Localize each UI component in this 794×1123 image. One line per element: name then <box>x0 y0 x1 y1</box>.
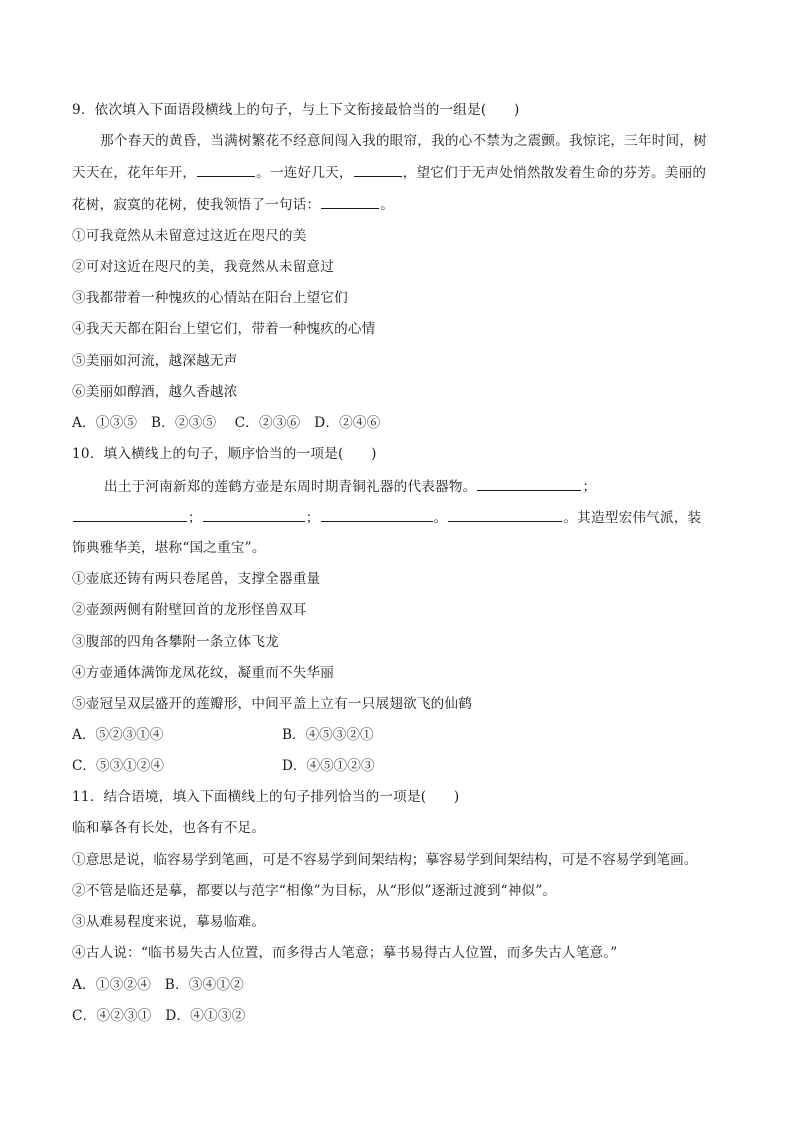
q10-text: 。其造型宏伟气派，装 <box>563 510 702 526</box>
q11-answer-options-ab: A．①③②④ B．③④①② <box>72 977 244 993</box>
q9-item: ④我天天都在阳台上望它们，带着一种愧疚的心情 <box>72 321 376 337</box>
q10-stem: 10．填入横线上的句子，顺序恰当的一项是( ) <box>72 446 377 462</box>
q9-item: ⑥美丽如醇酒，越久香越浓 <box>72 384 238 400</box>
q9-blank-1 <box>197 162 255 177</box>
q10-paragraph-line-3: 饰典雅华美，堪称“国之重宝”。 <box>72 540 266 556</box>
q10-text: ； <box>188 510 202 526</box>
q10-option-c: C．⑤③①②④ <box>72 758 164 774</box>
q9-paragraph-line-1: 那个春天的黄昏，当满树繁花不经意间闯入我的眼帘，我的心不禁为之震颤。我惊诧，三年时间，树 <box>100 133 707 149</box>
q10-paragraph-line-1 <box>104 476 724 497</box>
q10-blank-1 <box>477 476 581 491</box>
q10-text: ； <box>582 479 597 495</box>
q9-text: 天天在，花年年开， <box>72 165 197 181</box>
q9-text: 。一连好几天， <box>256 165 353 181</box>
q11-item: ②不管是临还是摹，都要以与范字“相像”为目标，从“形似”逐渐过渡到“神似”。 <box>72 883 557 899</box>
q10-option-a: A．⑤②③①④ <box>72 727 164 743</box>
q10-item: ③腹部的四角各攀附一条立体飞龙 <box>72 634 279 650</box>
q10-text: 。 <box>433 510 448 526</box>
q10-paragraph-line-2 <box>72 507 724 528</box>
q10-option-b: B．④⑤③②① <box>282 727 374 743</box>
q10-item: ⑤壶冠呈双层盛开的莲瓣形，中间平盖上立有一只展翅欲飞的仙鹤 <box>72 696 473 712</box>
q9-stem: 9．依次填入下面语段横线上的句子，与上下文衔接最恰当的一组是( ) <box>72 102 520 118</box>
q9-item: ②可对这近在咫尺的美，我竟然从未留意过 <box>72 259 335 275</box>
q11-stem: 11．结合语境，填入下面横线上的句子排列恰当的一项是( ) <box>72 789 460 805</box>
q10-options-row-2 <box>72 756 722 776</box>
q9-item: ③我都带着一种愧疚的心情站在阳台上望它们 <box>72 290 348 306</box>
q10-item: ①壶底还铸有两只卷尾兽，支撑全器重量 <box>72 571 321 587</box>
q10-item: ④方壶通体满饰龙凤花纹，凝重而不失华丽 <box>72 665 335 681</box>
q10-item: ②壶颈两侧有附壁回首的龙形怪兽双耳 <box>72 602 307 618</box>
q10-text: ； <box>305 510 320 526</box>
q10-text: 出土于河南新郑的莲鹤方壶是东周时期青铜礼器的代表器物。 <box>104 479 477 495</box>
q11-answer-options-cd: C．④②③① D．④①③② <box>72 1008 246 1024</box>
q11-item: ①意思是说，临容易学到笔画，可是不容易学到间架结构；摹容易学到间架结构，可是不容易学到笔画。 <box>72 852 698 868</box>
q11-item: ④古人说：“临书易失古人位置，而多得古人笔意；摹书易得古人位置，而多失古人笔意。” <box>72 945 618 961</box>
q11-intro: 临和摹各有长处，也各有不足。 <box>72 820 266 836</box>
q10-blank-2 <box>73 507 187 522</box>
q9-text: 。 <box>380 197 395 213</box>
q9-paragraph-line-3 <box>72 194 724 215</box>
q9-text: ，望它们于无声处悄然散发着生命的芬芳。美丽的 <box>402 165 707 181</box>
q10-blank-5 <box>448 507 562 522</box>
q9-text: 花树，寂寞的花树，使我领悟了一句话： <box>72 197 321 213</box>
q9-item: ①可我竟然从未留意过这近在咫尺的美 <box>72 228 307 244</box>
q10-option-d: D．④⑤①②③ <box>282 758 375 774</box>
q9-blank-3 <box>321 194 379 209</box>
q10-blank-4 <box>321 507 433 522</box>
q10-options-row-1 <box>72 725 722 745</box>
q10-blank-3 <box>203 507 305 522</box>
q9-paragraph-line-2 <box>72 162 724 183</box>
q9-answer-options: A．①③⑤ B．②③⑤ C．②③⑥ D．②④⑥ <box>72 415 381 431</box>
q9-item: ⑤美丽如河流，越深越无声 <box>72 353 238 369</box>
q9-blank-2 <box>354 162 402 177</box>
q11-item: ③从难易程度来说，摹易临难。 <box>72 914 266 930</box>
